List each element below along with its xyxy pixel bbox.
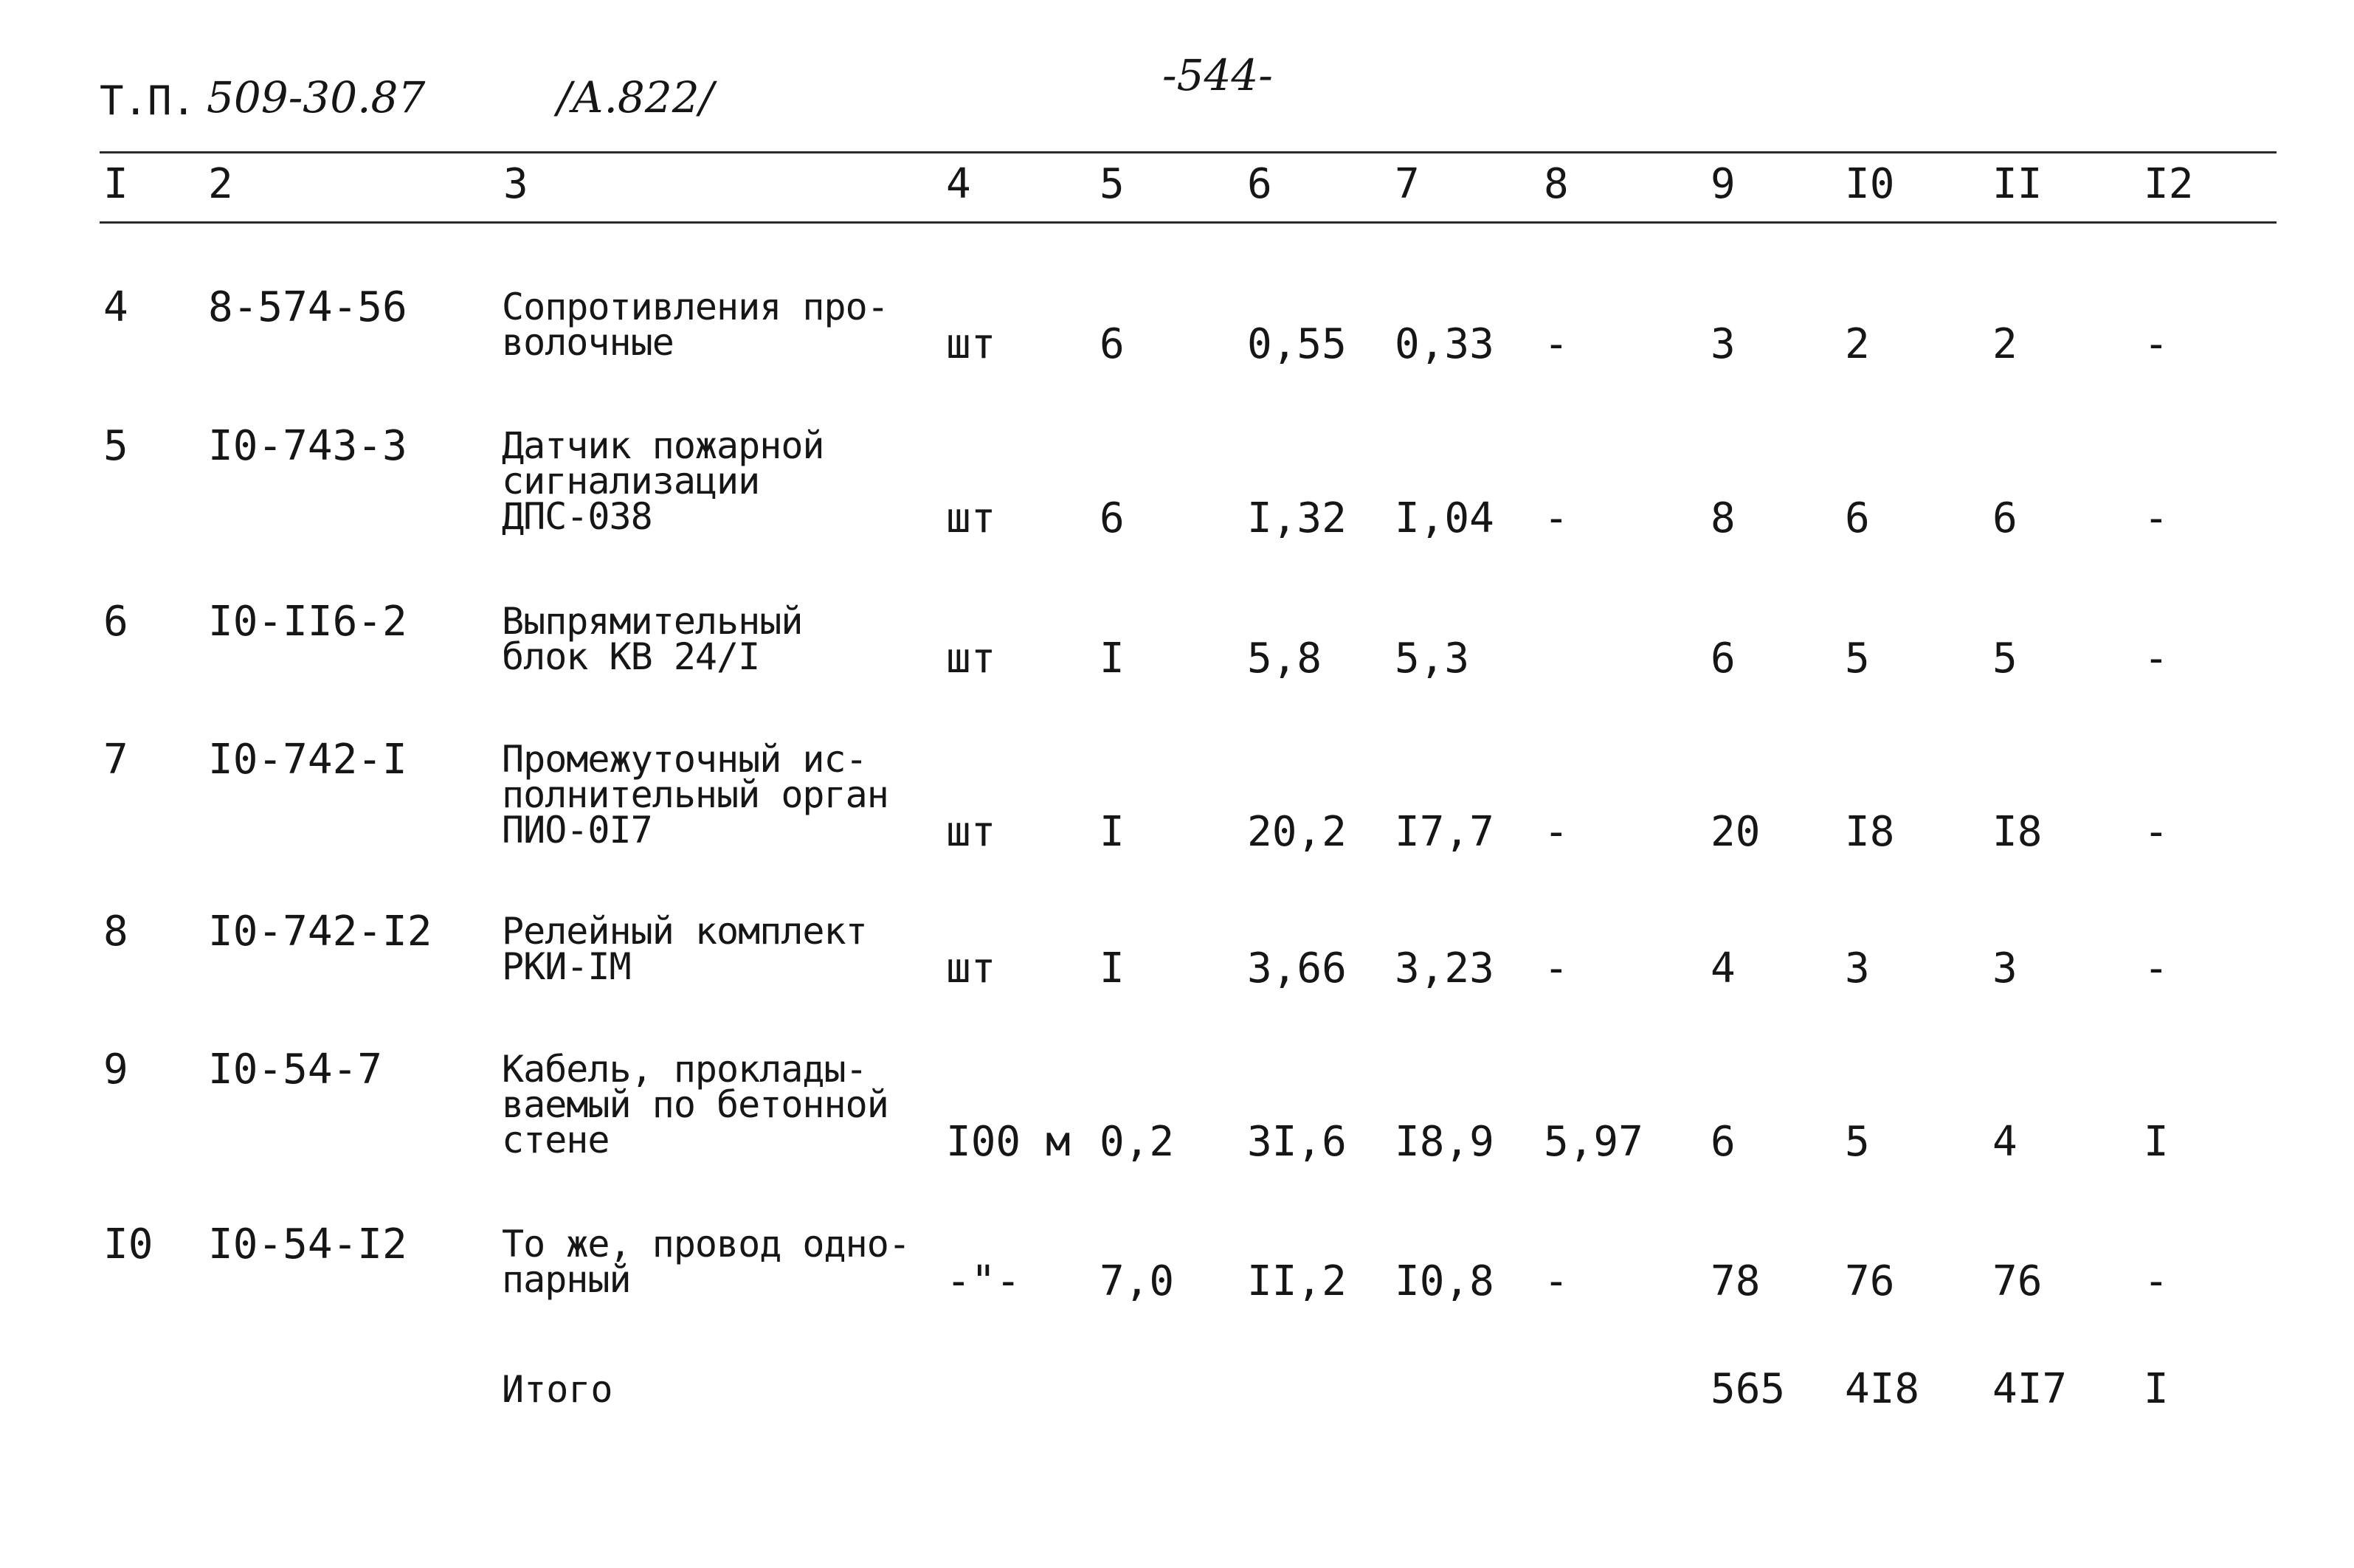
row-number: I0: [103, 1220, 153, 1268]
col9-value: 20: [1711, 808, 1761, 856]
quantity: I: [1100, 635, 1125, 683]
column-number: 3: [503, 160, 528, 208]
row-number: 7: [103, 736, 128, 784]
row-number: 6: [103, 598, 128, 646]
norm-code: I0-743-3: [208, 422, 407, 470]
total-label: Итого: [502, 1368, 613, 1411]
total-col9: 565: [1711, 1365, 1786, 1413]
item-name: Кабель, проклады- ваемый по бетонной стене: [502, 1048, 888, 1161]
col10-value: 6: [1845, 494, 1870, 542]
unit: шт: [946, 635, 996, 683]
item-name: Релейный комплект РКИ-IМ: [502, 910, 867, 988]
quantity: 7,0: [1100, 1257, 1175, 1305]
column-number: 7: [1395, 160, 1420, 208]
page-number: -544-: [1162, 50, 1273, 100]
col7-value: I0,8: [1395, 1257, 1494, 1305]
norm-code: 8-574-56: [208, 283, 407, 331]
col11-value: 6: [1992, 494, 2018, 542]
column-number: I0: [1845, 160, 1895, 208]
col7-value: 0,33: [1395, 320, 1494, 368]
col12-value: -: [2144, 494, 2169, 542]
col6-value: 3I,6: [1247, 1118, 1347, 1166]
col7-value: I,04: [1395, 494, 1494, 542]
column-number: I2: [2144, 160, 2194, 208]
col12-value: -: [2144, 1257, 2169, 1305]
col6-value: II,2: [1247, 1257, 1347, 1305]
item-name: Сопротивления про- волочные: [502, 286, 888, 364]
column-number: 4: [946, 160, 971, 208]
quantity: I: [1100, 944, 1125, 992]
column-number: I: [103, 160, 128, 208]
total-col10: 4I8: [1845, 1365, 1920, 1413]
unit: шт: [946, 494, 996, 542]
col12-value: -: [2144, 944, 2169, 992]
col6-value: I,32: [1247, 494, 1347, 542]
col6-value: 5,8: [1247, 635, 1322, 683]
item-name: Выпрямительный блок КВ 24/I: [502, 600, 803, 678]
unit: шт: [946, 808, 996, 856]
row-number: 4: [103, 283, 128, 331]
col10-value: 3: [1845, 944, 1870, 992]
column-number: 5: [1100, 160, 1125, 208]
top-rule: [100, 151, 2277, 153]
col9-value: 8: [1711, 494, 1736, 542]
unit: шт: [946, 320, 996, 368]
col10-value: I8: [1845, 808, 1895, 856]
col6-value: 3,66: [1247, 944, 1347, 992]
quantity: I: [1100, 808, 1125, 856]
col11-value: 5: [1992, 635, 2018, 683]
unit: шт: [946, 944, 996, 992]
column-number: 9: [1711, 160, 1736, 208]
col8-value: -: [1544, 808, 1569, 856]
norm-code: I0-54-7: [208, 1046, 383, 1094]
item-name: Датчик пожарной сигнализации ДПС-038: [502, 424, 824, 538]
col11-value: 3: [1992, 944, 2018, 992]
col7-value: 3,23: [1395, 944, 1494, 992]
col6-value: 0,55: [1247, 320, 1347, 368]
col7-value: I8,9: [1395, 1118, 1494, 1166]
item-name: Промежуточный ис- полнительный орган ПИО-0I7: [502, 738, 888, 852]
unit: -"-: [946, 1257, 1021, 1305]
column-number: 6: [1247, 160, 1272, 208]
norm-code: I0-742-I2: [208, 908, 432, 956]
quantity: 6: [1100, 494, 1125, 542]
col12-value: I: [2144, 1118, 2169, 1166]
album-reference: /А.822/: [557, 72, 714, 122]
col7-value: 5,3: [1395, 635, 1470, 683]
col8-value: -: [1544, 1257, 1569, 1305]
col9-value: 6: [1711, 1118, 1736, 1166]
col12-value: -: [2144, 635, 2169, 683]
col10-value: 5: [1845, 1118, 1870, 1166]
col8-value: -: [1544, 320, 1569, 368]
col12-value: -: [2144, 320, 2169, 368]
header-bottom-rule: [100, 221, 2277, 224]
item-name: То же, провод одно- парный: [502, 1223, 910, 1301]
col8-value: -: [1544, 944, 1569, 992]
total-col11: 4I7: [1992, 1365, 2068, 1413]
col6-value: 20,2: [1247, 808, 1347, 856]
col8-value: 5,97: [1544, 1118, 1643, 1166]
col12-value: -: [2144, 808, 2169, 856]
col7-value: I7,7: [1395, 808, 1494, 856]
col10-value: 76: [1845, 1257, 1895, 1305]
column-number: II: [1992, 160, 2043, 208]
column-number: 8: [1544, 160, 1569, 208]
col11-value: 2: [1992, 320, 2018, 368]
col11-value: 76: [1992, 1257, 2043, 1305]
col8-value: -: [1544, 494, 1569, 542]
col11-value: I8: [1992, 808, 2043, 856]
row-number: 9: [103, 1046, 128, 1094]
project-code: 509-30.87: [207, 72, 426, 122]
col10-value: 2: [1845, 320, 1870, 368]
row-number: 5: [103, 422, 128, 470]
quantity: 0,2: [1100, 1118, 1175, 1166]
col9-value: 3: [1711, 320, 1736, 368]
unit: I00 м: [946, 1118, 1071, 1166]
quantity: 6: [1100, 320, 1125, 368]
col9-value: 78: [1711, 1257, 1761, 1305]
col9-value: 6: [1711, 635, 1736, 683]
col11-value: 4: [1992, 1118, 2018, 1166]
header-prefix: Т.П.: [100, 77, 196, 124]
norm-code: I0-742-I: [208, 736, 407, 784]
total-col12: I: [2144, 1365, 2169, 1413]
norm-code: I0-II6-2: [208, 598, 407, 646]
row-number: 8: [103, 908, 128, 956]
col9-value: 4: [1711, 944, 1736, 992]
column-number: 2: [208, 160, 233, 208]
norm-code: I0-54-I2: [208, 1220, 407, 1268]
col10-value: 5: [1845, 635, 1870, 683]
